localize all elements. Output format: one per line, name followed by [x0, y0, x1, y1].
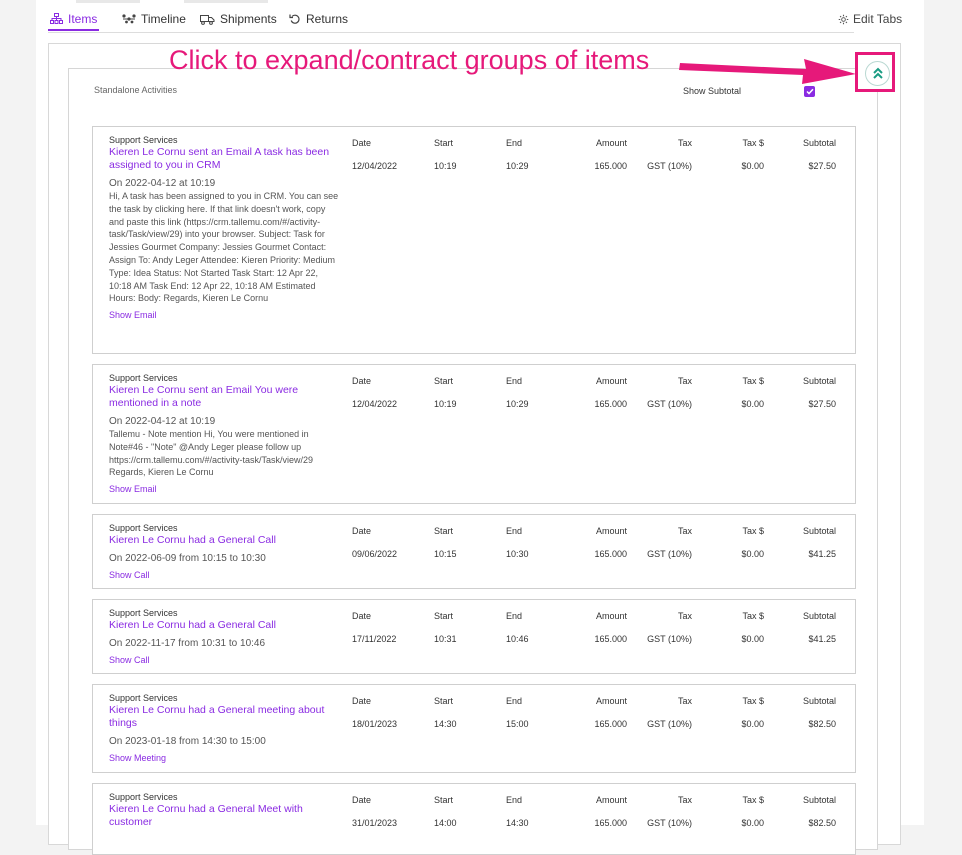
show-details-link[interactable]: Show Call: [109, 570, 150, 580]
amount-value: 165.000: [594, 399, 627, 409]
tax-header: Tax: [677, 376, 692, 386]
tax-value: GST (10%): [647, 399, 692, 409]
start-value: 14:30: [434, 719, 457, 729]
tax-header: Tax: [677, 696, 692, 706]
double-chevron-up-icon: [872, 67, 884, 80]
edit-tabs-label: Edit Tabs: [853, 12, 903, 26]
activity-details: [109, 373, 341, 495]
check-icon: [806, 88, 814, 95]
tax-header: Tax: [677, 611, 692, 621]
start-value: 10:15: [434, 549, 457, 559]
tax-amount-value: $0.00: [741, 634, 764, 644]
amount-value: 165.000: [594, 818, 627, 828]
amount-value: 165.000: [594, 634, 627, 644]
amount-header: Amount: [595, 795, 627, 805]
amount-value: 165.000: [594, 161, 627, 171]
end-header: End: [506, 696, 523, 706]
tax-amount-value: $0.00: [741, 549, 764, 559]
tax-amount-header: Tax $: [742, 526, 764, 536]
annotation-arrow: [676, 48, 858, 88]
subtotal-header: Subtotal: [802, 611, 836, 621]
amount-header: Amount: [595, 138, 627, 148]
activity-category: Support Services: [109, 693, 178, 703]
tax-amount-header: Tax $: [742, 138, 764, 148]
tab-returns[interactable]: [289, 8, 348, 30]
amount-value: 165.000: [594, 549, 627, 559]
tab-label: Returns: [306, 12, 349, 26]
subtotal-header: Subtotal: [802, 696, 836, 706]
date-header: Date: [352, 696, 372, 706]
show-details-link[interactable]: Show Email: [109, 310, 157, 321]
tax-value: GST (10%): [647, 719, 692, 729]
amount-header: Amount: [595, 526, 627, 536]
end-header: End: [506, 611, 523, 621]
activity-details: [109, 693, 341, 764]
subtotal-value: $82.50: [808, 818, 836, 828]
subtotal-value: $41.25: [808, 549, 836, 559]
activity-subject-link[interactable]: Kieren Le Cornu had a General Call: [109, 619, 276, 631]
date-header: Date: [352, 795, 372, 805]
subtotal-header: Subtotal: [802, 138, 836, 148]
subtotal-value: $41.25: [808, 634, 836, 644]
amount-header: Amount: [595, 696, 627, 706]
annotation-text: Click to expand/contract groups of items: [169, 45, 650, 75]
tax-amount-value: $0.00: [741, 399, 764, 409]
start-header: Start: [434, 526, 454, 536]
amount-value: 165.000: [594, 719, 627, 729]
tax-header: Tax: [677, 526, 692, 536]
date-value: 09/06/2022: [352, 549, 398, 559]
tax-header: Tax: [677, 138, 692, 148]
tax-header: Tax: [677, 795, 692, 805]
tab-timeline[interactable]: [122, 8, 186, 30]
start-value: 14:00: [434, 818, 457, 828]
activity-category: Support Services: [109, 792, 178, 802]
date-header: Date: [352, 526, 372, 536]
activity-when: On 2022-06-09 from 10:15 to 10:30: [109, 553, 266, 564]
undo-icon: [289, 13, 301, 25]
sitemap-icon: [50, 13, 63, 24]
end-value: 10:29: [506, 399, 529, 409]
edit-tabs-button[interactable]: [838, 12, 902, 26]
subtotal-value: $27.50: [808, 161, 836, 171]
subtotal-header: Subtotal: [802, 526, 836, 536]
show-details-link[interactable]: Show Email: [109, 484, 157, 495]
end-value: 10:29: [506, 161, 529, 171]
end-header: End: [506, 138, 523, 148]
activity-when: On 2023-01-18 from 14:30 to 15:00: [109, 736, 266, 747]
activity-subject-link[interactable]: Kieren Le Cornu had a General meeting about things: [109, 704, 325, 729]
end-value: 15:00: [506, 719, 529, 729]
subtotal-header: Subtotal: [802, 376, 836, 386]
activity-details: [109, 523, 341, 581]
activity-card: [92, 126, 856, 354]
tax-value: GST (10%): [647, 549, 692, 559]
timeline-icon: [122, 14, 136, 24]
end-header: End: [506, 526, 523, 536]
activity-subject-link[interactable]: Kieren Le Cornu had a General Call: [109, 534, 276, 546]
tab-bar: [48, 8, 854, 33]
start-header: Start: [434, 611, 454, 621]
activity-category: Support Services: [109, 608, 178, 618]
activity-when: On 2022-04-12 at 10:19: [109, 178, 216, 189]
activity-card: [92, 684, 856, 773]
activity-card: [92, 364, 856, 504]
activity-subject-link[interactable]: Kieren Le Cornu had a General Meet with customer: [109, 803, 303, 828]
start-value: 10:19: [434, 399, 457, 409]
tab-label: Timeline: [141, 12, 186, 26]
tax-amount-header: Tax $: [742, 795, 764, 805]
gear-icon: [838, 14, 849, 25]
activity-body: Hi, A task has been assigned to you in CRM. You can see the task by clicking here. If that link doesn't work, copy and paste this link (https://crm.tallemu.com/#/activity-task/Task/view/29) into your browser. Subject: Task for Jessies Gourmet Company: Jessies Gourmet Contact: Assign To: Andy Leger Attendee: Kieren Priority: Medium Type: Idea Status: Not Started Task Start: 12 Apr 22, 10:18 AM Task End: 12 Apr 22, 10:18 AM Estimated Hours: Body: Regards, Kieren Le Cornu: [109, 191, 339, 304]
tax-amount-header: Tax $: [742, 611, 764, 621]
activity-body: Tallemu - Note mention Hi, You were mentioned in Note#46 - "Note" @Andy Leger please follow up https://crm.tallemu.com/#/activity-task/Task/view/29 Regards, Kieren Le Cornu: [109, 429, 314, 478]
activity-when: On 2022-04-12 at 10:19: [109, 416, 216, 427]
subtotal-value: $82.50: [808, 719, 836, 729]
activity-category: Support Services: [109, 373, 178, 383]
activity-card: [92, 514, 856, 589]
tax-amount-value: $0.00: [741, 719, 764, 729]
start-value: 10:19: [434, 161, 457, 171]
end-value: 10:46: [506, 634, 529, 644]
tax-amount-value: $0.00: [741, 818, 764, 828]
tab-items[interactable]: [48, 8, 99, 31]
activity-subject-link[interactable]: Kieren Le Cornu sent an Email A task has been assigned to you in CRM: [109, 146, 330, 171]
date-header: Date: [352, 611, 372, 621]
amount-header: Amount: [595, 611, 627, 621]
activity-card: [92, 599, 856, 674]
start-value: 10:31: [434, 634, 457, 644]
tax-amount-value: $0.00: [741, 161, 764, 171]
start-header: Start: [434, 138, 454, 148]
start-header: Start: [434, 376, 454, 386]
show-subtotal-label: Show Subtotal: [683, 86, 742, 96]
end-header: End: [506, 376, 523, 386]
activity-subject-link[interactable]: Kieren Le Cornu sent an Email You were mentioned in a note: [109, 384, 299, 409]
truck-icon: [200, 14, 215, 25]
start-header: Start: [434, 696, 454, 706]
subtotal-value: $27.50: [808, 399, 836, 409]
end-value: 14:30: [506, 818, 529, 828]
end-header: End: [506, 795, 523, 805]
date-header: Date: [352, 138, 372, 148]
show-details-link[interactable]: Show Call: [109, 655, 150, 665]
activity-details: [109, 608, 341, 666]
activity-when: On 2022-11-17 from 10:31 to 10:46: [109, 638, 266, 649]
top-tab-stub: [76, 0, 140, 3]
date-value: 18/01/2023: [352, 719, 398, 729]
date-value: 17/11/2022: [352, 634, 397, 644]
tax-amount-header: Tax $: [742, 696, 764, 706]
show-details-link[interactable]: Show Meeting: [109, 753, 167, 763]
tab-shipments[interactable]: [200, 8, 277, 30]
page: [36, 0, 924, 828]
date-header: Date: [352, 376, 372, 386]
tax-amount-header: Tax $: [742, 376, 764, 386]
collapse-group-button[interactable]: [865, 61, 890, 86]
subtotal-header: Subtotal: [802, 795, 836, 805]
top-tab-stub: [184, 0, 268, 3]
tab-label: Shipments: [220, 12, 277, 26]
date-value: 12/04/2022: [352, 161, 398, 171]
activity-details: [109, 792, 341, 829]
end-value: 10:30: [506, 549, 529, 559]
group-title: Standalone Activities: [94, 85, 178, 95]
start-header: Start: [434, 795, 454, 805]
activity-category: Support Services: [109, 523, 178, 533]
activity-details: [109, 135, 341, 321]
tax-value: GST (10%): [647, 818, 692, 828]
activity-category: Support Services: [109, 135, 178, 145]
amount-header: Amount: [595, 376, 627, 386]
date-value: 31/01/2023: [352, 818, 398, 828]
date-value: 12/04/2022: [352, 399, 398, 409]
tax-value: GST (10%): [647, 634, 692, 644]
tab-label: Items: [68, 11, 98, 26]
tax-value: GST (10%): [647, 161, 692, 171]
activity-card: [92, 783, 856, 855]
